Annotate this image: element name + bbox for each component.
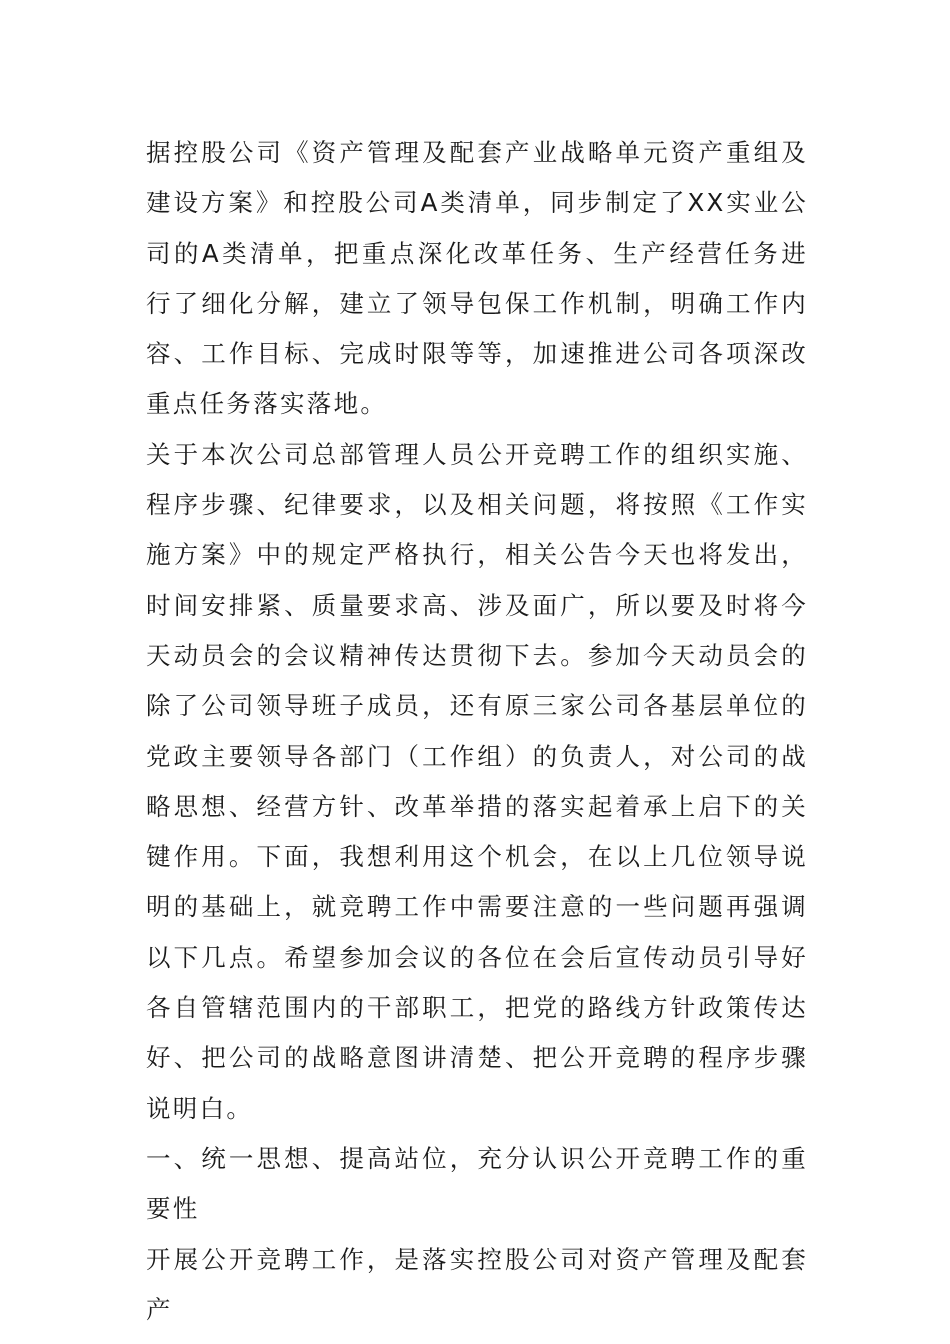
paragraph-plan-implementation: 据控股公司《资产管理及配套产业战略单元资产重组及建设方案》和控股公司A类清单，同步制定了XX实业公司的A类清单，把重点深化改革任务、生产经营任务进行了细化分解，建立了领导包保工作机制，明确工作内容、工作目标、完成时限等等，加速推进公司各项深改重点任务落实落地。 [146, 138, 808, 419]
paragraph-recruitment-mobilization: 关于本次公司总部管理人员公开竞聘工作的组织实施、程序步骤、纪律要求，以及相关问题，将按照《工作实施方案》中的规定严格执行，相关公告今天也将发出，时间安排紧、质量要求高、涉及面广，所以要及时将今天动员会的会议精神传达贯彻下去。参加今天动员会的除了公司领导班子成员，还有原三家公司各基层单位的党政主要领导各部门（工作组）的负责人，对公司的战略思想、经营方针、改革举措的落实起着承上启下的关键作用。下面，我想利用这个机会，在以上几位领导说明的基础上，就竞聘工作中需要注意的一些问题再强调以下几点。希望参加会议的各位在会后宣传动员引导好各自管辖范围内的干部职工，把党的路线方针政策传达好、把公司的战略意图讲清楚、把公开竞聘的程序步骤说明白。 [146, 439, 808, 1123]
paragraph-section-intro: 开展公开竞聘工作，是落实控股公司对资产管理及配套产 [146, 1244, 808, 1324]
document-body [146, 128, 808, 1335]
section-heading: 一、统一思想、提高站位，充分认识公开竞聘工作的重要性 [146, 1143, 808, 1224]
